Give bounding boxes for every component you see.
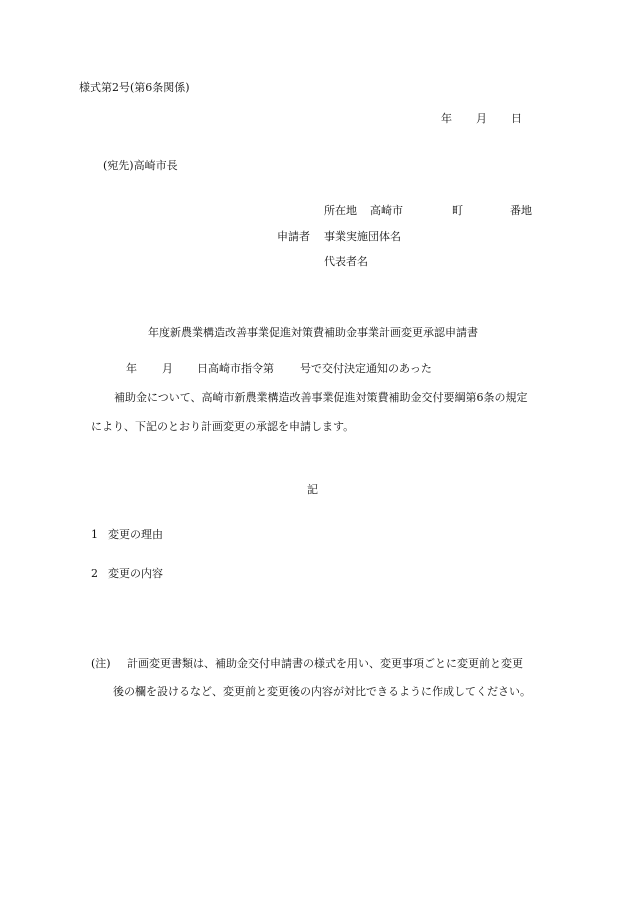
body-directive-text: 日高崎市指令第 xyxy=(197,362,274,375)
address-lot: 番地 xyxy=(510,204,532,217)
body-month-label: 月 xyxy=(162,362,173,375)
item-label-content: 変更の内容 xyxy=(108,567,163,580)
body-paragraph-line2: 補助金について、高崎市新農業構造改善事業促進対策費補助金交付要綱第6条の規定 xyxy=(114,391,528,404)
representative-label: 代表者名 xyxy=(324,255,368,268)
note-line2: 後の欄を設けるなど、変更前と変更後の内容が対比できるように作成してください。 xyxy=(113,685,531,698)
note-label: (注) xyxy=(91,657,111,670)
address-label: 所在地 xyxy=(324,204,357,217)
item-number-2: 2 xyxy=(91,567,98,580)
date-year-label: 年 xyxy=(441,112,452,125)
form-number: 様式第2号(第6条関係) xyxy=(79,81,190,94)
applicant-label: 申請者 xyxy=(277,230,310,243)
body-year-label: 年 xyxy=(126,362,137,375)
organization-label: 事業実施団体名 xyxy=(324,230,401,243)
document-title: 年度新農業構造改善事業促進対策費補助金事業計画変更承認申請書 xyxy=(148,326,478,339)
item-number-1: 1 xyxy=(91,528,98,541)
ki-heading: 記 xyxy=(307,483,318,496)
item-label-reason: 変更の理由 xyxy=(108,528,163,541)
address-town: 町 xyxy=(452,204,463,217)
date-day-label: 日 xyxy=(511,112,522,125)
note-line1: 計画変更書類は、補助金交付申請書の様式を用い、変更事項ごとに変更前と変更 xyxy=(127,657,523,670)
addressee: (宛先)高崎市長 xyxy=(103,159,178,172)
date-month-label: 月 xyxy=(476,112,487,125)
body-notice-text: 号で交付決定通知のあった xyxy=(300,362,432,375)
address-city: 高崎市 xyxy=(370,204,403,217)
body-paragraph-line3: により、下記のとおり計画変更の承認を申請します。 xyxy=(91,420,355,433)
